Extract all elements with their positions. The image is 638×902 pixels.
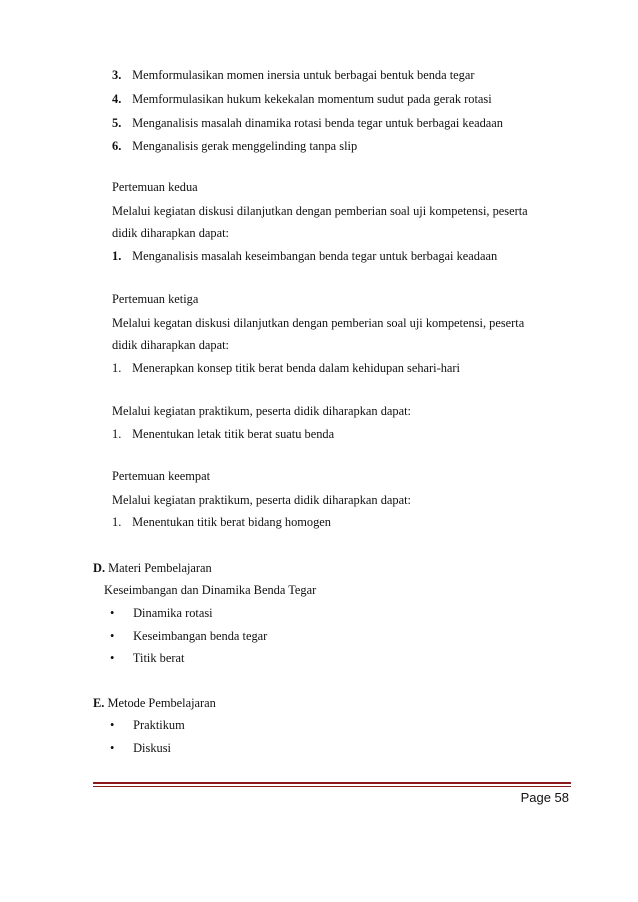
- meeting3-practicum-number: 1.: [112, 427, 122, 441]
- meeting2-item-number: 1.: [112, 249, 122, 263]
- meeting3-item: [112, 360, 460, 376]
- bullet-icon: •: [110, 606, 115, 620]
- meeting4-item-text: Menentukan titik berat bidang homogen: [132, 515, 332, 529]
- bullet-text: Praktikum: [133, 718, 185, 732]
- meeting3-practicum-intro: Melalui kegiatan praktikum, peserta didik diharapkan dapat:: [112, 404, 411, 418]
- section-d-heading: [93, 560, 212, 576]
- objective-item: [112, 67, 474, 83]
- page-number: Page 58: [520, 790, 569, 805]
- section-e-title: Metode Pembelajaran: [107, 696, 216, 710]
- section-d-subtitle: Keseimbangan dan Dinamika Benda Tegar: [104, 583, 317, 597]
- section-e-letter: E.: [93, 696, 105, 710]
- section-d-letter: D.: [93, 561, 106, 575]
- objective-text: Menganalisis masalah dinamika rotasi benda tegar untuk berbagai keadaan: [132, 116, 504, 130]
- section-d-title: Materi Pembelajaran: [108, 561, 212, 575]
- bullet-text: Keseimbangan benda tegar: [133, 629, 268, 643]
- section-d-bullet: [104, 628, 267, 644]
- objective-number: 6.: [112, 139, 122, 153]
- meeting3-intro: Melalui kegatan diskusi dilanjutkan dengan pemberian soal uji kompetensi, peserta: [112, 316, 525, 330]
- objective-number: 3.: [112, 68, 122, 82]
- meeting4-item: [112, 514, 331, 530]
- section-e-bullet: [104, 717, 185, 733]
- meeting4-intro: Melalui kegiatan praktikum, peserta didik diharapkan dapat:: [112, 493, 411, 507]
- meeting3-item-text: Menerapkan konsep titik berat benda dalam kehidupan sehari-hari: [132, 361, 460, 375]
- meeting2-intro: didik diharapkan dapat:: [112, 226, 229, 240]
- meeting2-item-text: Menganalisis masalah keseimbangan benda tegar untuk berbagai keadaan: [132, 249, 498, 263]
- objective-text: Memformulasikan momen inersia untuk berbagai bentuk benda tegar: [132, 68, 475, 82]
- objective-item: [112, 115, 503, 131]
- section-e-bullet: [104, 740, 171, 756]
- meeting3-practicum-text: Menentukan letak titik berat suatu benda: [132, 427, 335, 441]
- meeting4-title: Pertemuan keempat: [112, 469, 211, 483]
- bullet-text: Diskusi: [133, 741, 171, 755]
- section-d-bullet: [104, 650, 184, 666]
- objective-number: 5.: [112, 116, 122, 130]
- bullet-icon: •: [110, 629, 115, 643]
- meeting3-title: Pertemuan ketiga: [112, 292, 199, 306]
- objective-text: Menganalisis gerak menggelinding tanpa slip: [132, 139, 358, 153]
- bullet-icon: •: [110, 718, 115, 732]
- objective-text: Memformulasikan hukum kekekalan momentum sudut pada gerak rotasi: [132, 92, 492, 106]
- meeting3-intro: didik diharapkan dapat:: [112, 338, 229, 352]
- footer-divider: [93, 782, 571, 787]
- meeting3-practicum-item: [112, 426, 334, 442]
- bullet-text: Dinamika rotasi: [133, 606, 213, 620]
- section-d-bullet: [104, 605, 213, 621]
- bullet-icon: •: [110, 651, 115, 665]
- meeting4-item-number: 1.: [112, 515, 122, 529]
- bullet-text: Titik berat: [132, 651, 185, 665]
- meeting3-item-number: 1.: [112, 361, 122, 375]
- bullet-icon: •: [110, 741, 115, 755]
- section-e-heading: [93, 695, 216, 711]
- meeting2-intro: Melalui kegiatan diskusi dilanjutkan dengan pemberian soal uji kompetensi, peserta: [112, 204, 528, 218]
- objective-item: [112, 91, 492, 107]
- objective-item: [112, 138, 357, 154]
- objective-number: 4.: [112, 92, 122, 106]
- meeting2-item: [112, 248, 497, 264]
- meeting2-title: Pertemuan kedua: [112, 180, 198, 194]
